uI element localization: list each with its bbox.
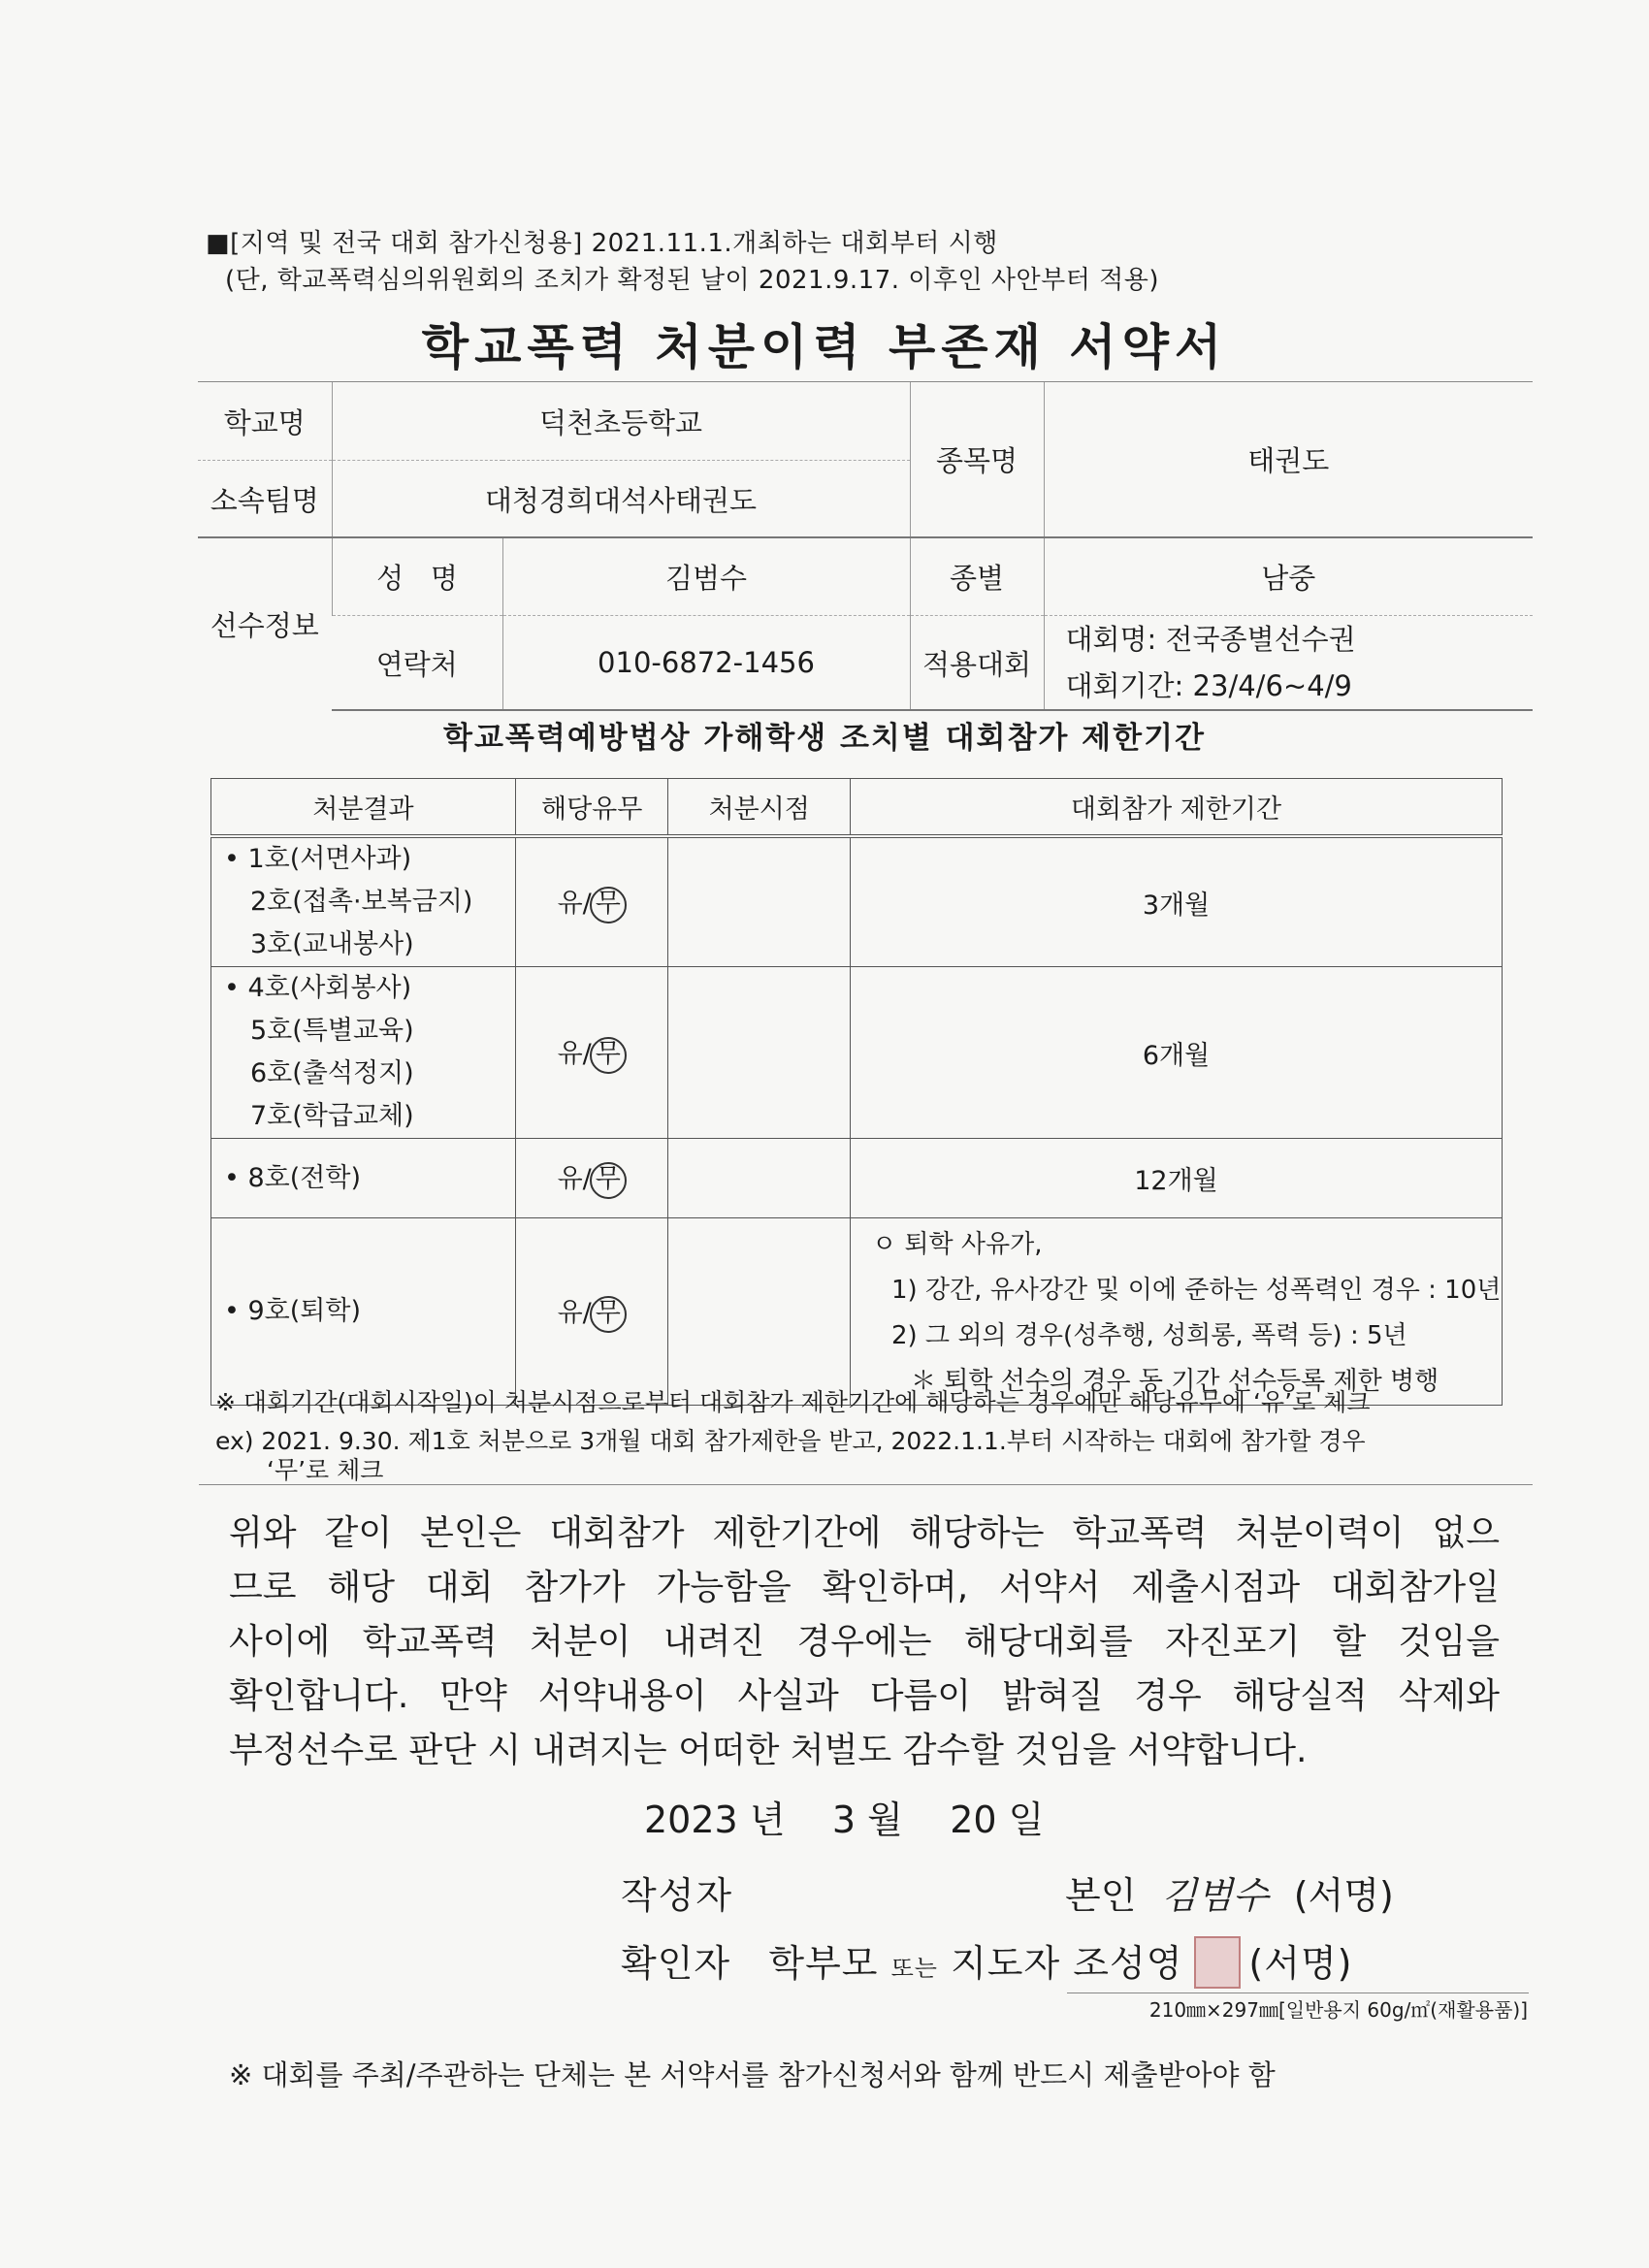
list-item: 5호(특별교육): [250, 1016, 414, 1046]
date-day-unit: 일: [1008, 1798, 1045, 1841]
applicable-check: 유/ 무: [515, 836, 668, 967]
parent-label: 학부모: [768, 1942, 879, 1985]
or-label: 또는: [890, 1955, 938, 1982]
list-item: 6호(출석정지): [250, 1058, 414, 1088]
expulsion-details: [850, 1218, 1502, 1406]
sanction-date-cell: [668, 1218, 851, 1406]
competition-period: 대회기간: 23/4/6~4/9: [1065, 669, 1352, 702]
sanction-items: [211, 967, 516, 1139]
pledge-line: 위와 같이 본인은 대회참가 제한기간에 해당하는 학교폭력 처분이력이 없으: [229, 1513, 1500, 1553]
self-label: 본인: [1065, 1874, 1137, 1917]
contact-value: 010-6872-1456: [502, 616, 910, 711]
no-option-circled: 무: [590, 1162, 627, 1199]
sanction-items: [211, 1218, 516, 1406]
header-restriction: 대회참가 제한기간: [850, 779, 1502, 837]
sign-suffix: (서명): [1293, 1874, 1394, 1917]
applicable-check: 유/ 무: [515, 1139, 668, 1218]
no-option-circled: 무: [590, 1296, 627, 1333]
sanction-items: [211, 1139, 516, 1218]
pledge-paragraph: [229, 1507, 1500, 1778]
applicable-check: 유/ 무: [515, 967, 668, 1139]
list-item: • 4호(사회봉사): [224, 973, 412, 1003]
team-label: 소속팀명: [198, 461, 332, 538]
self-signature-line: [1065, 1865, 1394, 1919]
table-row: [211, 836, 1503, 967]
header-line-2: (단, 학교폭력심의위원회의 조치가 확정된 날이 2021.9.17. 이후인 사안부터 적용): [225, 266, 1160, 295]
no-option-circled: 무: [590, 1037, 627, 1074]
header-line-1: ■[지역 및 전국 대회 참가신청용] 2021.11.1.개최하는 대회부터 시행: [206, 229, 998, 258]
competition-name: 대회명: 전국종별선수권: [1065, 623, 1356, 656]
seal-stamp-icon: [1194, 1936, 1241, 1989]
detail-line: 2) 그 외의 경우(성추행, 성희롱, 폭력 등) : 5년: [890, 1321, 1407, 1350]
yes-option: 유: [557, 1297, 583, 1328]
list-item: • 1호(서면사과): [224, 844, 412, 874]
event-label: 종목명: [910, 382, 1044, 538]
list-item: 2호(접촉·보복금지): [250, 887, 473, 917]
pledge-line: 사이에 학교폭력 처분이 내려진 경우에는 해당대회를 자진포기 할 것임을: [229, 1622, 1500, 1662]
table-row: [211, 1218, 1503, 1406]
confirmer-line: [621, 1933, 1352, 1993]
pledge-date: [644, 1790, 1044, 1843]
footer-note: ※ 대회를 주최/주관하는 단체는 본 서약서를 참가신청서와 함께 반드시 제출받아야 함: [229, 2058, 1276, 2091]
list-item: • 8호(전학): [224, 1162, 361, 1193]
paper-spec: 210㎜×297㎜[일반용지 60g/㎡(재활용품)]: [1148, 1998, 1528, 2022]
team-value: 대청경희대석사태권도: [332, 461, 910, 538]
event-value: 태권도: [1044, 382, 1533, 538]
contact-label: 연락처: [332, 616, 502, 711]
date-year-unit: 년: [749, 1798, 786, 1841]
coach-label: 지도자: [951, 1942, 1061, 1985]
restriction-period: 6개월: [850, 967, 1502, 1139]
competition-info: [1044, 616, 1533, 711]
name-value: 김범수: [502, 537, 910, 616]
table-row: [211, 1139, 1503, 1218]
school-label: 학교명: [198, 382, 332, 461]
applicable-check: 유/ 무: [515, 1218, 668, 1406]
pledge-line: 부정선수로 판단 시 내려지는 어떠한 처벌도 감수할 것임을 서약합니다.: [229, 1731, 1308, 1770]
detail-line: ㅇ 퇴학 사유가,: [871, 1230, 1043, 1259]
info-table: [198, 381, 1533, 711]
handwritten-signature: 김범수: [1161, 1874, 1269, 1917]
date-month: 3: [831, 1798, 857, 1841]
pledge-line: 므로 해당 대회 참가가 가능함을 확인하며, 서약서 제출시점과 대회참가일: [229, 1568, 1500, 1607]
division-label: 종별: [910, 537, 1044, 616]
name-label: 성 명: [332, 537, 502, 616]
sanction-items: [211, 836, 516, 967]
confirmer-label: 확인자: [621, 1942, 731, 1985]
no-option-circled: 무: [590, 887, 627, 923]
sanction-date-cell: [668, 967, 851, 1139]
yes-option: 유: [557, 1164, 583, 1194]
restriction-period: 12개월: [850, 1139, 1502, 1218]
sanction-date-cell: [668, 1139, 851, 1218]
player-info-label: 선수정보: [198, 537, 332, 710]
list-item: • 9호(퇴학): [224, 1296, 361, 1326]
header-date: 처분시점: [668, 779, 851, 837]
competition-label: 적용대회: [910, 616, 1044, 711]
yes-option: 유: [557, 1038, 583, 1069]
note-line-3: ‘무’로 체크: [267, 1456, 384, 1484]
sign-suffix-2: (서명): [1248, 1942, 1353, 1985]
header-result: 처분결과: [211, 779, 516, 837]
note-line-2: ex) 2021. 9.30. 제1호 처분으로 3개월 대회 참가제한을 받고, 2022.1.1.부터 시작하는 대회에 참가할 경우: [215, 1427, 1366, 1455]
coach-name: 조성영: [1073, 1942, 1183, 1985]
division-value: 남중: [1044, 537, 1533, 616]
header-applicable: 해당유무: [515, 779, 668, 837]
school-value: 덕천초등학교: [332, 382, 910, 461]
list-item: 3호(교내봉사): [250, 929, 414, 959]
sanction-date-cell: [668, 836, 851, 967]
date-day: 20: [950, 1798, 997, 1841]
detail-line: 1) 강간, 유사강간 및 이에 준하는 성폭력인 경우 : 10년: [890, 1276, 1502, 1305]
pledge-line: 확인합니다. 만약 서약내용이 사실과 다름이 밝혀질 경우 해당실적 삭제와: [229, 1676, 1500, 1716]
yes-option: 유: [557, 888, 583, 919]
sanction-table: [210, 778, 1503, 1406]
list-item: 7호(학급교체): [250, 1101, 414, 1131]
author-label: 작성자: [621, 1874, 734, 1917]
table-row: [211, 967, 1503, 1139]
date-month-unit: 월: [867, 1798, 903, 1841]
detail-line: ＊ 퇴학 선수의 경우 동 기간 선수등록 제한 병행: [910, 1367, 1439, 1396]
date-year: 2023: [644, 1798, 738, 1841]
document-title: 학교폭력 처분이력 부존재 서약서: [421, 319, 1228, 375]
section-subtitle: 학교폭력예방법상 가해학생 조치별 대회참가 제한기간: [443, 721, 1206, 756]
note-line-1: ※ 대회기간(대회시작일)이 처분시점으로부터 대회참가 제한기간에 해당하는 경우에만 해당유무에 ‘유’로 체크: [215, 1388, 1371, 1416]
divider: [199, 1484, 1533, 1485]
restriction-period: 3개월: [850, 836, 1502, 967]
